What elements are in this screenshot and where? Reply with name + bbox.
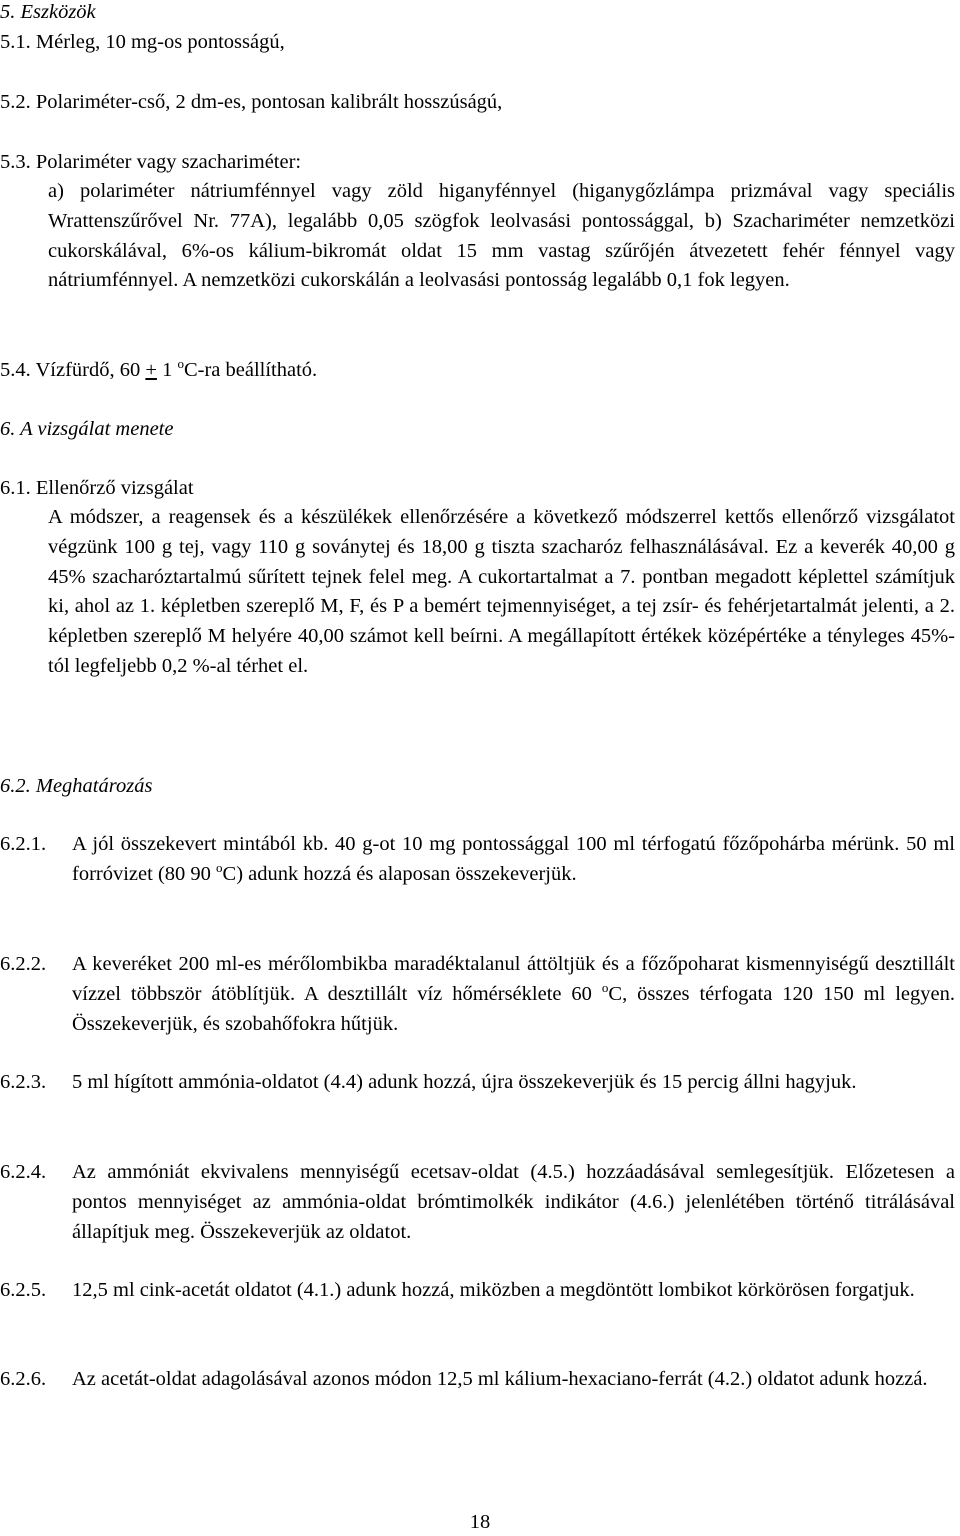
- step-text: 5 ml hígított ammónia-oldatot (4.4) adunk hozzá, újra összekeverjük és 15 percig állni hagyjuk.: [72, 1071, 857, 1093]
- step-number: 6.2.1.: [0, 833, 47, 855]
- item-5-4-text-a: 5.4. Vízfürdő, 60: [0, 359, 146, 381]
- item-5-1: 5.1. Mérleg, 10 mg-os pontosságú,: [0, 31, 285, 53]
- item-5-2: 5.2. Polariméter-cső, 2 dm-es, pontosan kalibrált hosszúságú,: [0, 91, 503, 113]
- page-number: 18: [469, 1511, 491, 1533]
- step-text-a: A keveréket 200 ml-es mérőlombikba maradéktalanul áttöltjük és a főzőpoharat kismennyiségű desztillált vízzel többször átöblítjük. A desztillált víz hőmérséklete 60: [72, 953, 955, 1005]
- step-number: 6.2.5.: [0, 1279, 47, 1301]
- item-5-4-text-b: 1: [156, 359, 178, 381]
- degree-sign: o: [601, 979, 609, 995]
- plus-minus-sign: +: [145, 359, 157, 381]
- degree-sign: o: [216, 859, 223, 875]
- step-text-b: C, összes térfogata 120 150 ml legyen. Összekeverjük, és szobahőfokra hűtjük.: [72, 982, 955, 1035]
- step-number: 6.2.3.: [0, 1071, 47, 1093]
- subsection-6-1-title: 6.1. Ellenőrző vizsgálat: [0, 477, 194, 499]
- degree-sign: o: [177, 356, 184, 372]
- step-number: 6.2.6.: [0, 1368, 47, 1390]
- item-5-4-text-c: C-ra beállítható.: [183, 359, 318, 381]
- section-6-heading: 6. A vizsgálat menete: [0, 418, 174, 440]
- item-5-3-body: a) polariméter nátriumfénnyel vagy zöld higanyfénnyel (higanygőzlámpa prizmával vagy speciális Wrattenszűrővel Nr. 77A), legalább 0,05 szögfok leolvasási pontossággal, b) Szachariméter nemzetközi cukorskálával, 6%-os kálium-bikromát oldat 15 mm vastag szűrőjén átvezetett fehér fénnyel vagy nátriumfénnyel. A nemzetközi cukorskálán a leolvasási pontosság legalább 0,1 fok legyen.: [48, 180, 955, 292]
- step-text: Az ammóniát ekvivalens mennyiségű ecetsav-oldat (4.5.) hozzáadásával semlegesítjük. Előzetesen a pontos mennyiséget az ammónia-oldat brómtimolkék indikátor (4.6.) jelenlétében történő titrálásával állapítjuk meg. Összekeverjük az oldatot.: [72, 1161, 955, 1243]
- subsection-6-1-body: A módszer, a reagensek és a készülékek ellenőrzésére a következő módszerrel kettős ellenőrző vizsgálatot végzünk 100 g tej, vagy 110 g soványtej és 18,00 g tiszta szacharóz felhasználásával. Ez a keverék 40,00 g 45% szacharóztartalmú sűrített tejnek felel meg. A cukortartalmat a 7. pontban megadott képlettel számítjuk ki, ahol az 1. képletben szereplő M, F, és P a bemért tejmennyiséget, a tej zsír- és fehérjetartalmát jelenti, a 2. képletben szereplő M helyére 40,00 számot kell beírni. A megállapított értékek középértéke a tényleges 45%-tól legfeljebb 0,2 %-al térhet el.: [48, 506, 955, 677]
- item-5-3-title: 5.3. Polariméter vagy szachariméter:: [0, 151, 302, 173]
- step-text: [72, 950, 955, 1039]
- step-text: 12,5 ml cink-acetát oldatot (4.1.) adunk hozzá, miközben a megdöntött lombikot körkörösen forgatjuk.: [72, 1279, 915, 1301]
- step-text: [72, 830, 955, 890]
- step-text: Az acetát-oldat adagolásával azonos módon 12,5 ml kálium-hexaciano-ferrát (4.2.) oldatot adunk hozzá.: [72, 1368, 928, 1390]
- step-number: 6.2.4.: [0, 1161, 47, 1183]
- step-text-a: A jól összekevert mintából kb. 40 g-ot 10 mg pontossággal 100 ml térfogatú főzőpohárba mérünk. 50 ml forróvizet (80 90: [72, 833, 955, 885]
- subsection-6-2-heading: 6.2. Meghatározás: [0, 775, 153, 797]
- step-number: 6.2.2.: [0, 953, 47, 975]
- item-5-4: [0, 356, 317, 384]
- section-5-heading: 5. Eszközök: [0, 1, 96, 23]
- step-text-b: C) adunk hozzá és alaposan összekeverjük.: [222, 862, 577, 885]
